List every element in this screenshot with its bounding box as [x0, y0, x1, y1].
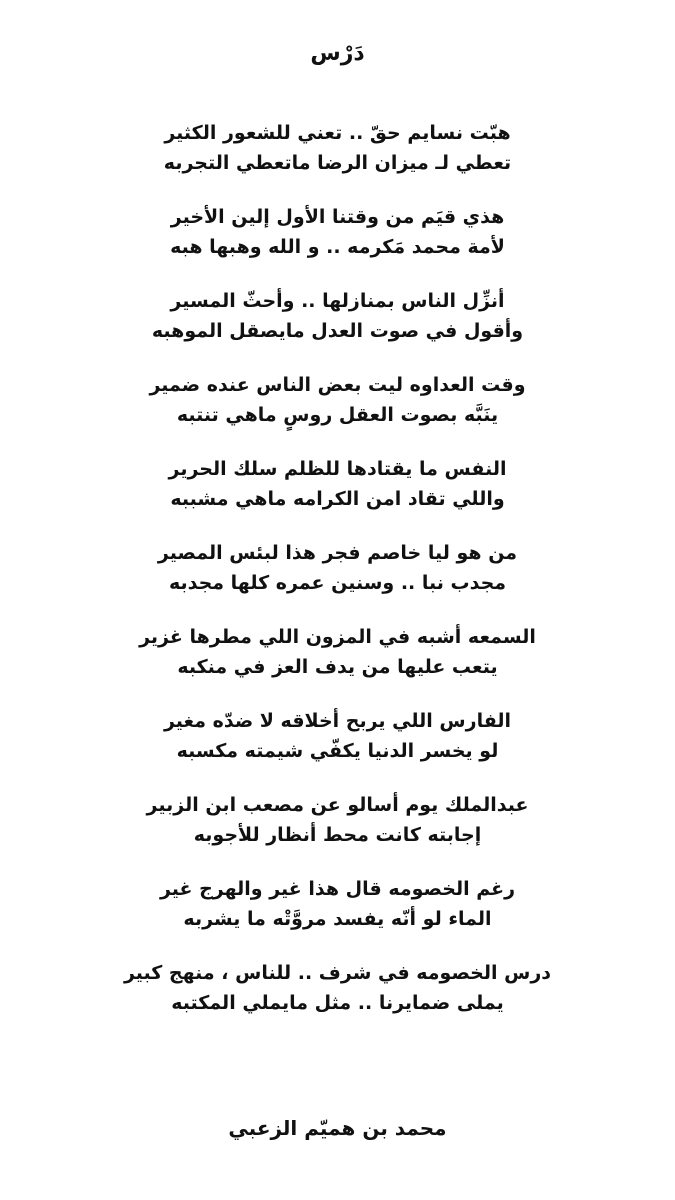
poem-body — [0, 118, 675, 1042]
stanza-7 — [0, 622, 675, 706]
verse-line: يملى ضمايرنا .. مثل مايملي المكتبه — [171, 992, 504, 1014]
stanza-8 — [0, 706, 675, 790]
verse-line: هبّت نسايم حقّ .. تعني للشعور الكثير — [164, 122, 511, 144]
stanza-1 — [0, 118, 675, 202]
verse-line: وقت العداوه ليت بعض الناس عنده ضمير — [149, 374, 526, 396]
verse-line: تعطي لـ ميزان الرضا ماتعطي التجربه — [163, 152, 512, 174]
verse-line: رغم الخصومه قال هذا غير والهرج غير — [159, 878, 516, 900]
verse-line: مجدب نبا .. وسنين عمره كلها مجدبه — [168, 572, 507, 594]
poet-name: محمد بن هميّم الزعبي — [228, 1116, 447, 1140]
stanza-2 — [0, 202, 675, 286]
verse-line: أنزِّل الناس بمنازلها .. وأحثّ المسير — [170, 290, 505, 312]
verse-line: السمعه أشبه في المزون اللي مطرها غزير — [139, 626, 536, 648]
verse-line: من هو ليا خاصم فجر هذا لبئس المصير — [157, 542, 518, 564]
stanza-4 — [0, 370, 675, 454]
verse-line: واللي تقاد امن الكرامه ماهي مشببه — [170, 488, 505, 510]
stanza-6 — [0, 538, 675, 622]
verse-line: ينَبَّه بصوت العقل روسٍ ماهي تنتبه — [176, 404, 499, 426]
verse-line: هذي قيَم من وقتنا الأول إلين الأخير — [170, 206, 505, 228]
stanza-11 — [0, 958, 675, 1042]
verse-line: لو يخسر الدنيا يكفّي شيمته مكسبه — [176, 740, 499, 762]
verse-line: يتعب عليها من يدف العز في منكبه — [177, 656, 498, 678]
stanza-10 — [0, 874, 675, 958]
verse-line: إجابته كانت محط أنظار للأجوبه — [193, 824, 482, 846]
verse-line: الماء لو أنّه يفسد مروَّتْه ما يشربه — [183, 908, 492, 930]
verse-line: وأقول في صوت العدل مايصقل الموهبه — [151, 320, 524, 342]
stanza-9 — [0, 790, 675, 874]
poem-title: دَرْس — [310, 41, 365, 66]
verse-line: الفارس اللي يربح أخلاقه لا ضدّه مغير — [163, 710, 512, 732]
stanza-5 — [0, 454, 675, 538]
verse-line: درس الخصومه في شرف .. للناس ، منهج كبير — [123, 962, 552, 984]
verse-line: النفس ما يقتادها للظلم سلك الحرير — [168, 458, 507, 480]
verse-line: لأمة محمد مَكرمه .. و الله وهبها هبه — [170, 236, 505, 258]
verse-line: عبدالملك يوم أسالو عن مصعب ابن الزبير — [146, 794, 529, 816]
stanza-3 — [0, 286, 675, 370]
